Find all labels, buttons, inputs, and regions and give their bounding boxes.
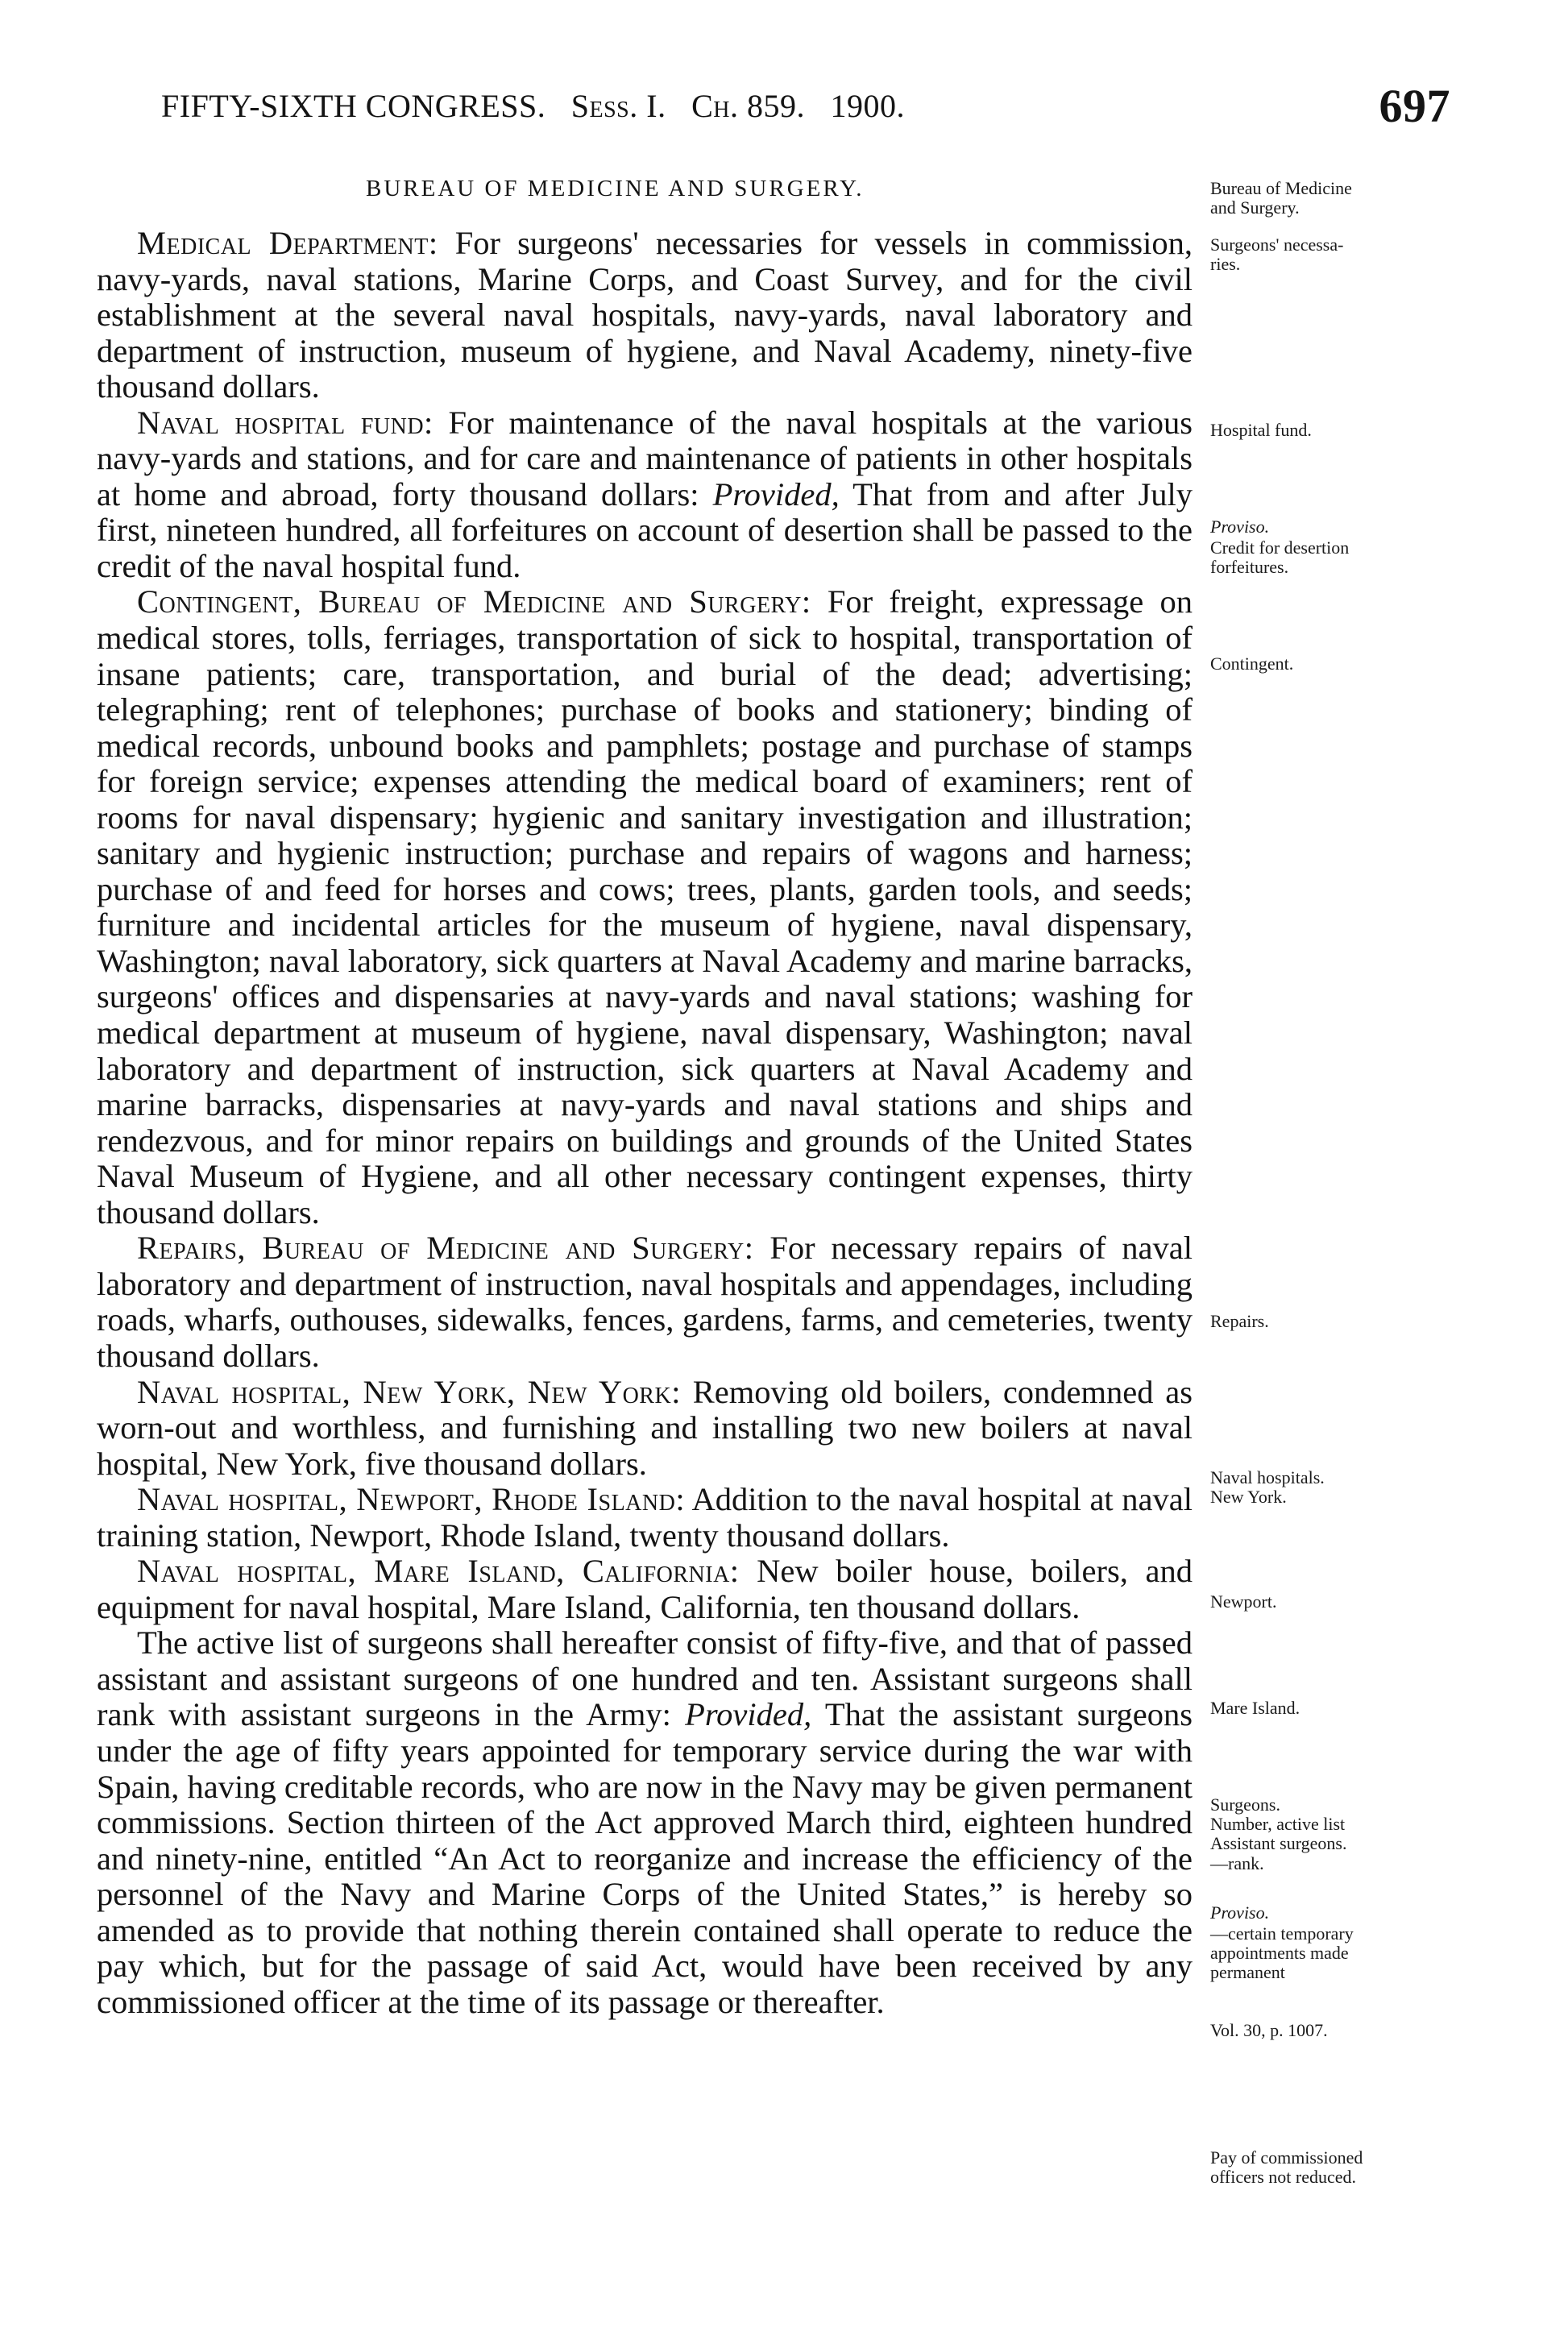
margin-note-contingent: Contingent. <box>1210 653 1294 674</box>
header-chapter: Ch. 859. <box>691 88 805 124</box>
margin-note-proviso: Proviso. <box>1210 517 1270 537</box>
paragraph-medical-department <box>97 226 1193 405</box>
paragraph-text: The active list of surgeons shall hereafter consist of fifty-five, and that of passed assistant and assistant surgeons of one hundred and ten. Assistant surgeons shall rank with assistant surgeons in the Army: <box>97 1624 1193 1733</box>
margin-note-vol-reference: Vol. 30, p. 1007. <box>1210 2020 1328 2040</box>
paragraph-lead: Medical Department: <box>137 225 438 261</box>
paragraph-text: For freight, expressage on medical stores, tolls, ferriages, transportation of sick to hospital, transportation of insane patients; care, transportation, and burial of the dead; advertising; telegraphing; rent of telephones; purchase of books and stationery; binding of medical records, unbound books and pamphlets; postage and purchase of stamps for foreign service; expenses attending the medical board of examiners; rent of rooms for naval dispensary; hygienic and sanitary investigation and illustration; sanitary and hygienic instruction; purchase and repairs of wagons and harness; purchase of and feed for horses and cows; trees, plants, garden tools, and seeds; furniture and incidental articles for the museum of hygiene, naval dispensary, Washington; naval laboratory, sick quarters at Naval Academy and marine barracks, surgeons' offices and dispensaries at navy-yards and naval stations; washing for medical department at museum of hygiene, naval dispensary, Washington; naval laboratory and department of instruction, sick quarters at Naval Academy and marine barracks, dispensaries at navy-yards and naval stations and ships and rendezvous, and for minor repairs on buildings and grounds of the United States Naval Museum of Hygiene, and all other necessary contingent expenses, thirty thousand dollars. <box>97 583 1193 1230</box>
margin-note-hospital-fund: Hospital fund. <box>1210 420 1312 440</box>
margin-note-newport: Newport. <box>1210 1591 1277 1612</box>
section-heading: BUREAU OF MEDICINE AND SURGERY. <box>366 176 865 201</box>
paragraph-lead: Naval hospital, Mare Island, California: <box>137 1553 740 1590</box>
paragraph-text-continued: That the assistant surgeons under the age of fifty years appointed for temporary service during the war with Spain, having creditable records, who are now in the Navy may be given permanent commissions. Section thirteen of the Act approved March third, eighteen hundred and ninety-nine, entitled “An Act to reorganize and increase the efficiency of the personnel of the Navy and Marine Corps of the United States,” is hereby so amended as to provide that nothing therein contained shall operate to reduce the pay which, but for the passage of said Act, would have been received by any commissioned officer at the time of its passage or thereafter. <box>97 1696 1193 2020</box>
margin-note-temporary-appointments: —certain temporary appointments made permanent <box>1210 1923 1354 1983</box>
proviso-word: Provided, <box>712 475 840 512</box>
paragraph-mare-island <box>97 1554 1193 1625</box>
margin-note-bureau: Bureau of Medicine and Surgery. <box>1210 178 1352 218</box>
header-year: 1900. <box>830 88 905 124</box>
margin-note-credit-desertion: Credit for desertion forfeitures. <box>1210 537 1350 578</box>
paragraph-new-york <box>97 1375 1193 1483</box>
margin-note-repairs: Repairs. <box>1210 1311 1269 1331</box>
paragraph-lead: Repairs, Bureau of Medicine and Surgery: <box>137 1230 754 1267</box>
paragraph-surgeons <box>97 1625 1193 2020</box>
page-number: 697 <box>1379 80 1450 132</box>
paragraph-text: Addition to the naval hospital at naval training station, Newport, Rhode Island, twenty thousand dollars. <box>97 1481 1193 1554</box>
paragraph-lead: Naval hospital fund: <box>137 404 433 441</box>
margin-note-surgeons-necessaries: Surgeons' necessa- ries. <box>1210 234 1344 275</box>
paragraph-lead: Contingent, Bureau of Medicine and Surgery: <box>137 583 811 620</box>
paragraph-text: For surgeons' necessaries for vessels in commission, navy-yards, naval stations, Marine Corps, and Coast Survey, and for the civil establishment at the several naval hospitals, navy-yards, naval laboratory and department of instruction, museum of hygiene, and Naval Academy, ninety-five thousand dollars. <box>97 225 1193 405</box>
page-header <box>161 80 1450 135</box>
paragraph-lead: Naval hospital, New York, New York: <box>137 1373 681 1410</box>
paragraph-lead: Naval hospital, Newport, Rhode Island: <box>137 1481 686 1518</box>
paragraph-text: For necessary repairs of naval laboratory and department of instruction, naval hospitals and appendages, including roads, wharfs, outhouses, sidewalks, fences, gardens, farms, and cemeteries, twenty thousand dollars. <box>97 1230 1193 1374</box>
paragraph-contingent <box>97 584 1193 1230</box>
statute-body <box>97 226 1193 2020</box>
margin-note-mare-island: Mare Island. <box>1210 1698 1300 1718</box>
paragraph-text: For maintenance of the naval hospitals at the various navy-yards and stations, and for care and maintenance of patients in other hospitals at home and abroad, forty thousand dollars: <box>97 404 1193 512</box>
paragraph-text: New boiler house, boilers, and equipment for naval hospital, Mare Island, California, ten thousand dollars. <box>97 1553 1193 1625</box>
header-congress: FIFTY-SIXTH CONGRESS. <box>161 88 546 124</box>
header-session: Sess. I. <box>570 88 666 124</box>
paragraph-text: Removing old boilers, condemned as worn-out and worthless, and furnishing and installing two new boilers at naval hospital, New York, five thousand dollars. <box>97 1373 1193 1482</box>
paragraph-repairs <box>97 1230 1193 1374</box>
paragraph-hospital-fund <box>97 405 1193 585</box>
margin-note-pay-not-reduced: Pay of commissioned officers not reduced. <box>1210 2147 1363 2188</box>
margin-note-surgeons-number: Surgeons. Number, active list Assistant surgeons. —rank. <box>1210 1794 1347 1873</box>
running-head <box>161 87 905 125</box>
paragraph-text-continued: That from and after July first, nineteen hundred, all forfeitures on account of desertion shall be passed to the credit of the naval hospital fund. <box>97 475 1193 584</box>
margin-note-naval-hospitals-ny: Naval hospitals. New York. <box>1210 1467 1325 1508</box>
margin-note-proviso-2: Proviso. <box>1210 1902 1270 1923</box>
paragraph-newport <box>97 1482 1193 1554</box>
proviso-word: Provided, <box>685 1696 812 1733</box>
